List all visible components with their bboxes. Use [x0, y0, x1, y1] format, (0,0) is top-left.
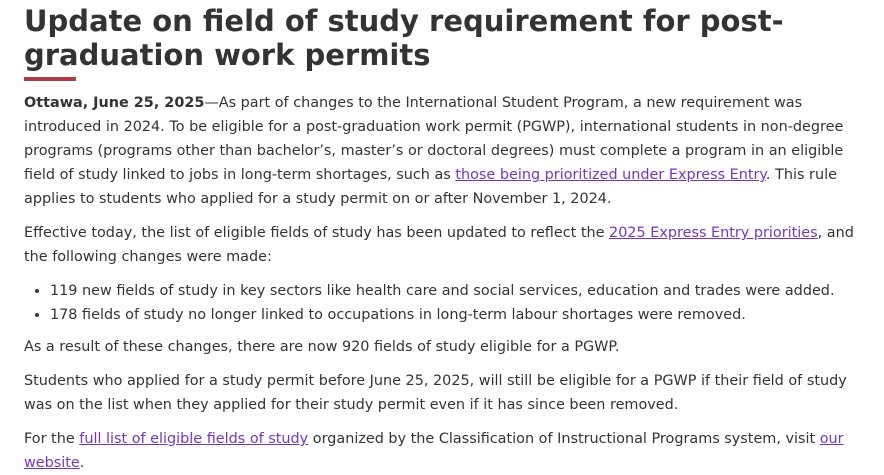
page-title: Update on field of study requirement for post-graduation work permits — [24, 4, 784, 72]
intro-paragraph — [24, 91, 874, 211]
list-item: • 178 fields of study no longer linked to occupations in long-term labour shortages were removed. — [50, 303, 872, 327]
changes-list — [24, 279, 872, 327]
result-paragraph: As a result of these changes, there are now 920 fields of study eligible for a PGWP. — [24, 339, 620, 355]
title-underline-rule — [24, 77, 76, 81]
express-entry-priorities-link[interactable]: those being prioritized under Express Entry — [455, 167, 766, 183]
eligibility-paragraph: Students who applied for a study permit before June 25, 2025, will still be eligible for a PGWP if their field of study was on the list when they applied for their study permit even if it has since been removed. — [24, 373, 847, 413]
our-website-link[interactable]: our website — [24, 431, 844, 471]
update-paragraph — [24, 221, 874, 269]
express-entry-2025-link[interactable]: 2025 Express Entry priorities — [609, 225, 818, 241]
list-item: • 119 new fields of study in key sectors like health care and social services, education and trades were added. — [50, 279, 872, 303]
update-text-b: , and the following changes were made: — [24, 225, 854, 265]
more-info-text-c: . — [79, 455, 85, 471]
full-list-link[interactable]: full list of eligible fields of study — [79, 431, 309, 447]
intro-text-b: . This rule applies to students who applied for a study permit on or after November 1, 2024. — [24, 167, 837, 207]
dateline: Ottawa, June 25, 2025 — [24, 95, 205, 111]
more-info-text-b: organized by the Classification of Instructional Programs system, visit — [308, 431, 820, 447]
more-info-paragraph — [24, 427, 874, 475]
intro-text-a: —As part of changes to the International Student Program, a new requirement was introduced in 2024. To be eligible for a post-graduation work permit (PGWP), international students in non-degree programs (programs other than bachelor’s, master’s or doctoral degrees) must complete a program in an eligible field of study linked to jobs in long-term shortages, such as — [24, 95, 844, 183]
update-text-a: Effective today, the list of eligible fields of study has been updated to reflect the — [24, 225, 610, 241]
more-info-text-a: For the — [24, 431, 80, 447]
